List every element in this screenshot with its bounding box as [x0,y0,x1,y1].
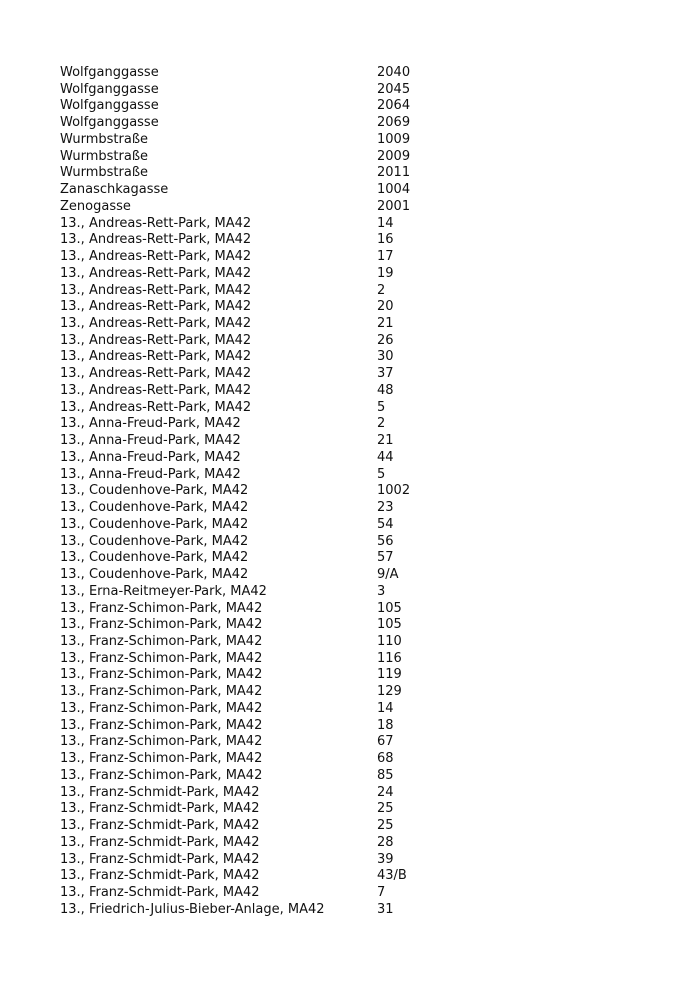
list-item [60,65,660,82]
list-item [60,249,660,266]
list-item [60,500,660,517]
house-number: 2 [377,416,386,432]
house-number: 85 [377,767,394,783]
street-name: Wurmbstraße [60,148,149,164]
house-number: 43/B [377,868,407,884]
house-number: 119 [377,667,402,683]
street-name: 13., Coudenhove-Park, MA42 [60,500,249,516]
house-number: 105 [377,617,402,633]
list-item [60,818,660,835]
street-name: Wurmbstraße [60,131,149,147]
list-item [60,98,660,115]
house-number: 39 [377,851,394,867]
house-number: 2001 [377,198,411,214]
house-number: 14 [377,215,394,231]
street-name: 13., Coudenhove-Park, MA42 [60,483,249,499]
list-item [60,885,660,902]
house-number: 1002 [377,483,411,499]
list-item [60,584,660,601]
street-name: 13., Andreas-Rett-Park, MA42 [60,316,252,332]
street-name: Wolfganggasse [60,115,159,131]
list-item [60,517,660,534]
house-number: 21 [377,433,394,449]
house-number: 105 [377,600,402,616]
house-number: 20 [377,299,394,315]
street-name: 13., Andreas-Rett-Park, MA42 [60,232,252,248]
list-item [60,132,660,149]
street-name: 13., Coudenhove-Park, MA42 [60,533,249,549]
house-number: 23 [377,500,394,516]
list-item [60,734,660,751]
street-name: 13., Franz-Schimon-Park, MA42 [60,600,263,616]
street-name: 13., Franz-Schimon-Park, MA42 [60,684,263,700]
list-item [60,852,660,869]
list-item [60,550,660,567]
house-number: 19 [377,265,394,281]
list-item [60,467,660,484]
street-name: 13., Anna-Freud-Park, MA42 [60,416,241,432]
list-item [60,316,660,333]
list-item [60,115,660,132]
house-number: 5 [377,399,386,415]
list-item [60,835,660,852]
house-number: 2069 [377,115,411,131]
house-number: 57 [377,550,394,566]
list-item [60,149,660,166]
street-name: Wolfganggasse [60,65,159,80]
list-item [60,785,660,802]
street-name: 13., Franz-Schimon-Park, MA42 [60,617,263,633]
house-number: 5 [377,466,386,482]
street-name: 13., Andreas-Rett-Park, MA42 [60,215,252,231]
street-name: 13., Friedrich-Julius-Bieber-Anlage, MA42 [60,901,325,917]
street-name: 13., Franz-Schimon-Park, MA42 [60,717,263,733]
street-name: 13., Andreas-Rett-Park, MA42 [60,382,252,398]
list-item [60,82,660,99]
house-number: 31 [377,901,394,917]
house-number: 3 [377,583,386,599]
list-item [60,349,660,366]
list-item [60,718,660,735]
street-name: 13., Andreas-Rett-Park, MA42 [60,282,252,298]
house-number: 1004 [377,182,411,198]
house-number: 2009 [377,148,411,164]
house-number: 30 [377,349,394,365]
house-number: 2 [377,282,386,298]
street-name: 13., Anna-Freud-Park, MA42 [60,433,241,449]
house-number: 14 [377,700,394,716]
list-item [60,902,660,919]
street-name: 13., Franz-Schmidt-Park, MA42 [60,801,260,817]
street-name: 13., Andreas-Rett-Park, MA42 [60,249,252,265]
house-number: 116 [377,650,402,666]
street-name: 13., Franz-Schimon-Park, MA42 [60,667,263,683]
list-item [60,216,660,233]
street-name: 13., Franz-Schmidt-Park, MA42 [60,834,260,850]
street-name: 13., Franz-Schmidt-Park, MA42 [60,784,260,800]
house-number: 2011 [377,165,411,181]
house-number: 17 [377,249,394,265]
street-name: 13., Coudenhove-Park, MA42 [60,516,249,532]
list-item [60,768,660,785]
street-name: 13., Andreas-Rett-Park, MA42 [60,349,252,365]
list-item [60,667,660,684]
house-number: 25 [377,818,394,834]
street-name: Zenogasse [60,198,131,214]
list-item [60,266,660,283]
list-item [60,283,660,300]
list-item [60,383,660,400]
street-name: 13., Franz-Schimon-Park, MA42 [60,751,263,767]
street-name: 13., Franz-Schmidt-Park, MA42 [60,851,260,867]
street-name: 13., Coudenhove-Park, MA42 [60,550,249,566]
list-item [60,299,660,316]
house-number: 28 [377,834,394,850]
list-item [60,701,660,718]
house-number: 9/A [377,567,399,583]
list-item [60,416,660,433]
house-number: 16 [377,232,394,248]
list-item [60,567,660,584]
street-name: 13., Franz-Schmidt-Park, MA42 [60,818,260,834]
list-item [60,868,660,885]
street-name: Wolfganggasse [60,98,159,114]
street-name: 13., Franz-Schmidt-Park, MA42 [60,868,260,884]
house-number: 2045 [377,81,411,97]
list-item [60,751,660,768]
list-item [60,634,660,651]
list-item [60,483,660,500]
house-number: 25 [377,801,394,817]
address-list [60,65,660,918]
street-name: 13., Erna-Reitmeyer-Park, MA42 [60,583,267,599]
street-name: 13., Franz-Schimon-Park, MA42 [60,650,263,666]
street-name: 13., Andreas-Rett-Park, MA42 [60,366,252,382]
list-item [60,617,660,634]
house-number: 1009 [377,131,411,147]
list-item [60,450,660,467]
house-number: 24 [377,784,394,800]
list-item [60,651,660,668]
house-number: 110 [377,633,402,649]
list-item [60,684,660,701]
street-name: Zanaschkagasse [60,182,169,198]
street-name: Wolfganggasse [60,81,159,97]
list-item [60,333,660,350]
house-number: 67 [377,734,394,750]
house-number: 44 [377,449,394,465]
street-name: 13., Anna-Freud-Park, MA42 [60,449,241,465]
street-name: 13., Anna-Freud-Park, MA42 [60,466,241,482]
list-item [60,232,660,249]
house-number: 7 [377,884,386,900]
street-name: 13., Andreas-Rett-Park, MA42 [60,299,252,315]
house-number: 56 [377,533,394,549]
house-number: 18 [377,717,394,733]
list-item [60,534,660,551]
street-name: 13., Franz-Schimon-Park, MA42 [60,767,263,783]
house-number: 21 [377,316,394,332]
street-name: 13., Andreas-Rett-Park, MA42 [60,332,252,348]
street-name: 13., Andreas-Rett-Park, MA42 [60,399,252,415]
list-item [60,182,660,199]
list-item [60,165,660,182]
street-name: 13., Coudenhove-Park, MA42 [60,567,249,583]
list-item [60,433,660,450]
list-item [60,366,660,383]
house-number: 37 [377,366,394,382]
house-number: 2040 [377,65,411,80]
list-item [60,801,660,818]
street-name: Wurmbstraße [60,165,149,181]
house-number: 68 [377,751,394,767]
street-name: 13., Franz-Schimon-Park, MA42 [60,633,263,649]
list-item [60,400,660,417]
house-number: 2064 [377,98,411,114]
list-item [60,199,660,216]
street-name: 13., Andreas-Rett-Park, MA42 [60,265,252,281]
house-number: 54 [377,516,394,532]
house-number: 48 [377,382,394,398]
house-number: 26 [377,332,394,348]
street-name: 13., Franz-Schmidt-Park, MA42 [60,884,260,900]
list-item [60,601,660,618]
house-number: 129 [377,684,402,700]
street-name: 13., Franz-Schimon-Park, MA42 [60,700,263,716]
street-name: 13., Franz-Schimon-Park, MA42 [60,734,263,750]
